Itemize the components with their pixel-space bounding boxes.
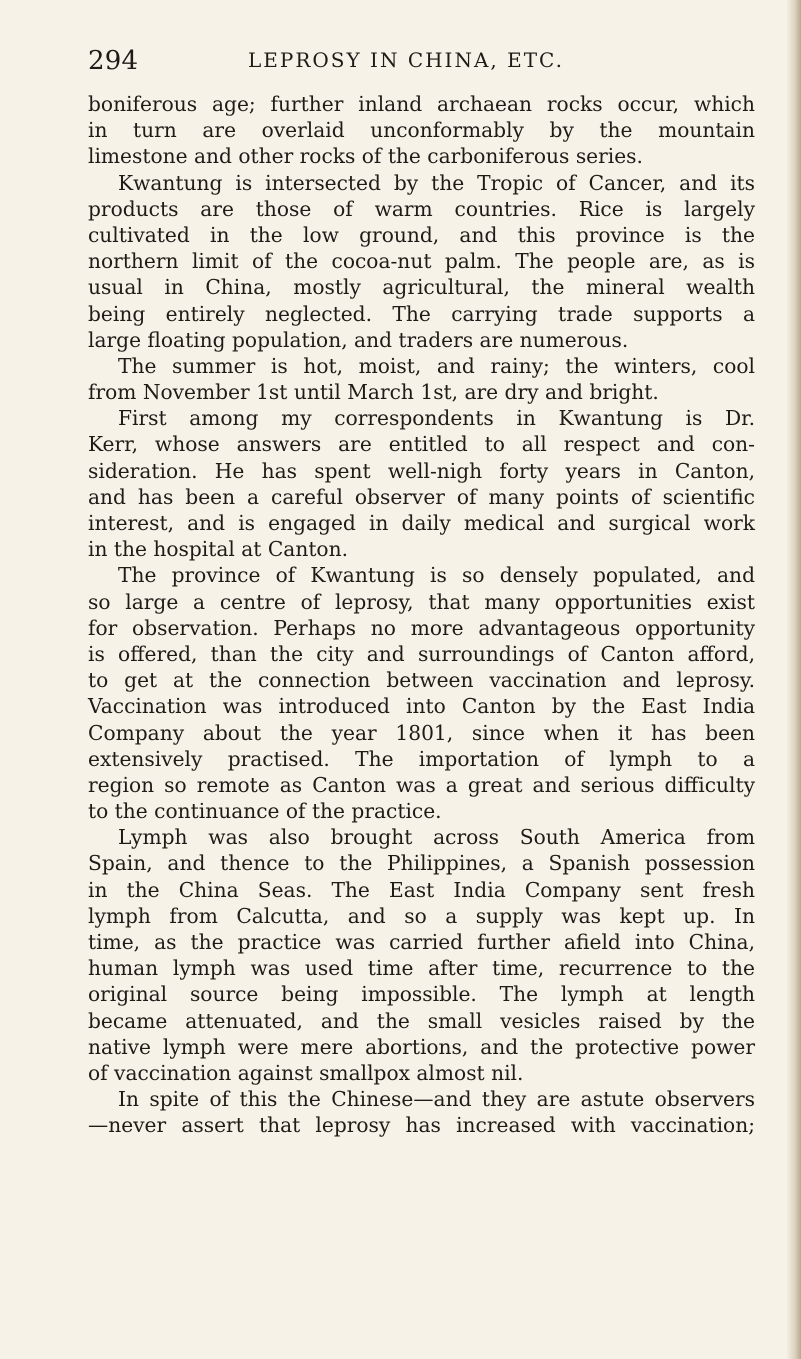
text-line: being entirely neglected. The carrying trade supports a (88, 301, 755, 326)
page-edge-shadow (787, 0, 801, 1359)
text-line: Kerr, whose answers are entitled to all respect and con- (88, 432, 755, 457)
text-line: of vaccination against smallpox almost nil. (88, 1060, 524, 1085)
text-line: became attenuated, and the small vesicles raised by the (88, 1008, 755, 1033)
text-line: The summer is hot, moist, and rainy; the winters, cool (118, 353, 755, 378)
text-line: limestone and other rocks of the carboniferous series. (88, 144, 643, 169)
text-line: Kwantung is intersected by the Tropic of Cancer, and its (118, 170, 755, 195)
text-line: First among my correspondents in Kwantung is Dr. (118, 406, 755, 431)
page-header (88, 46, 755, 86)
text-line: native lymph were mere abortions, and the protective power (88, 1034, 755, 1059)
text-line: region so remote as Canton was a great and serious difficulty (88, 772, 755, 797)
text-line: cultivated in the low ground, and this province is the (88, 222, 755, 247)
text-line: human lymph was used time after time, recurrence to the (88, 956, 755, 981)
text-line: Lymph was also brought across South America from (118, 825, 755, 850)
text-line: interest, and is engaged in daily medical and surgical work (88, 511, 755, 535)
text-line: so large a centre of leprosy, that many opportunities exist (88, 589, 755, 614)
text-line: original source being impossible. The lymph at length (88, 982, 755, 1007)
text-line: in the China Seas. The East India Company sent fresh (88, 877, 755, 902)
text-line: is offered, than the city and surroundings of Canton afford, (88, 641, 755, 666)
text-line: time, as the practice was carried further afield into China, (88, 930, 755, 954)
text-line: in turn are overlaid unconformably by the mountain (88, 118, 755, 143)
text-line: to get at the connection between vaccination and leprosy. (88, 668, 755, 693)
text-line: and has been a careful observer of many points of scientific (88, 484, 755, 509)
text-line: in the hospital at Canton. (88, 537, 349, 562)
body-text (88, 91, 755, 1139)
text-line: extensively practised. The importation of lymph to a (88, 746, 755, 771)
text-line: Vaccination was introduced into Canton by the East India (88, 694, 755, 719)
text-line: for observation. Perhaps no more advantageous opportunity (88, 615, 755, 640)
text-line: sideration. He has spent well-nigh forty years in Canton, (88, 458, 755, 483)
running-head: LEPROSY IN CHINA, ETC. (248, 48, 565, 72)
text-line: boniferous age; further inland archaean rocks occur, which (88, 92, 755, 116)
text-line: large floating population, and traders are numerous. (88, 327, 629, 352)
text-line: Company about the year 1801, since when it has been (88, 720, 755, 745)
text-line: The province of Kwantung is so densely populated, and (118, 563, 755, 588)
text-line: to the continuance of the practice. (88, 799, 442, 824)
page-number: 294 (88, 46, 139, 76)
text-line: —never assert that leprosy has increased with vaccination; (88, 1113, 755, 1138)
text-line: from November 1st until March 1st, are dry and bright. (88, 380, 659, 405)
text-line: In spite of this the Chinese—and they are astute observers (118, 1087, 755, 1112)
text-line: usual in China, mostly agricultural, the mineral wealth (88, 275, 755, 300)
text-line: Spain, and thence to the Philippines, a Spanish possession (88, 851, 755, 876)
text-line: products are those of warm countries. Rice is largely (88, 196, 755, 221)
text-line: lymph from Calcutta, and so a supply was kept up. In (88, 903, 755, 928)
text-line: northern limit of the cocoa-nut palm. The people are, as is (88, 249, 755, 274)
